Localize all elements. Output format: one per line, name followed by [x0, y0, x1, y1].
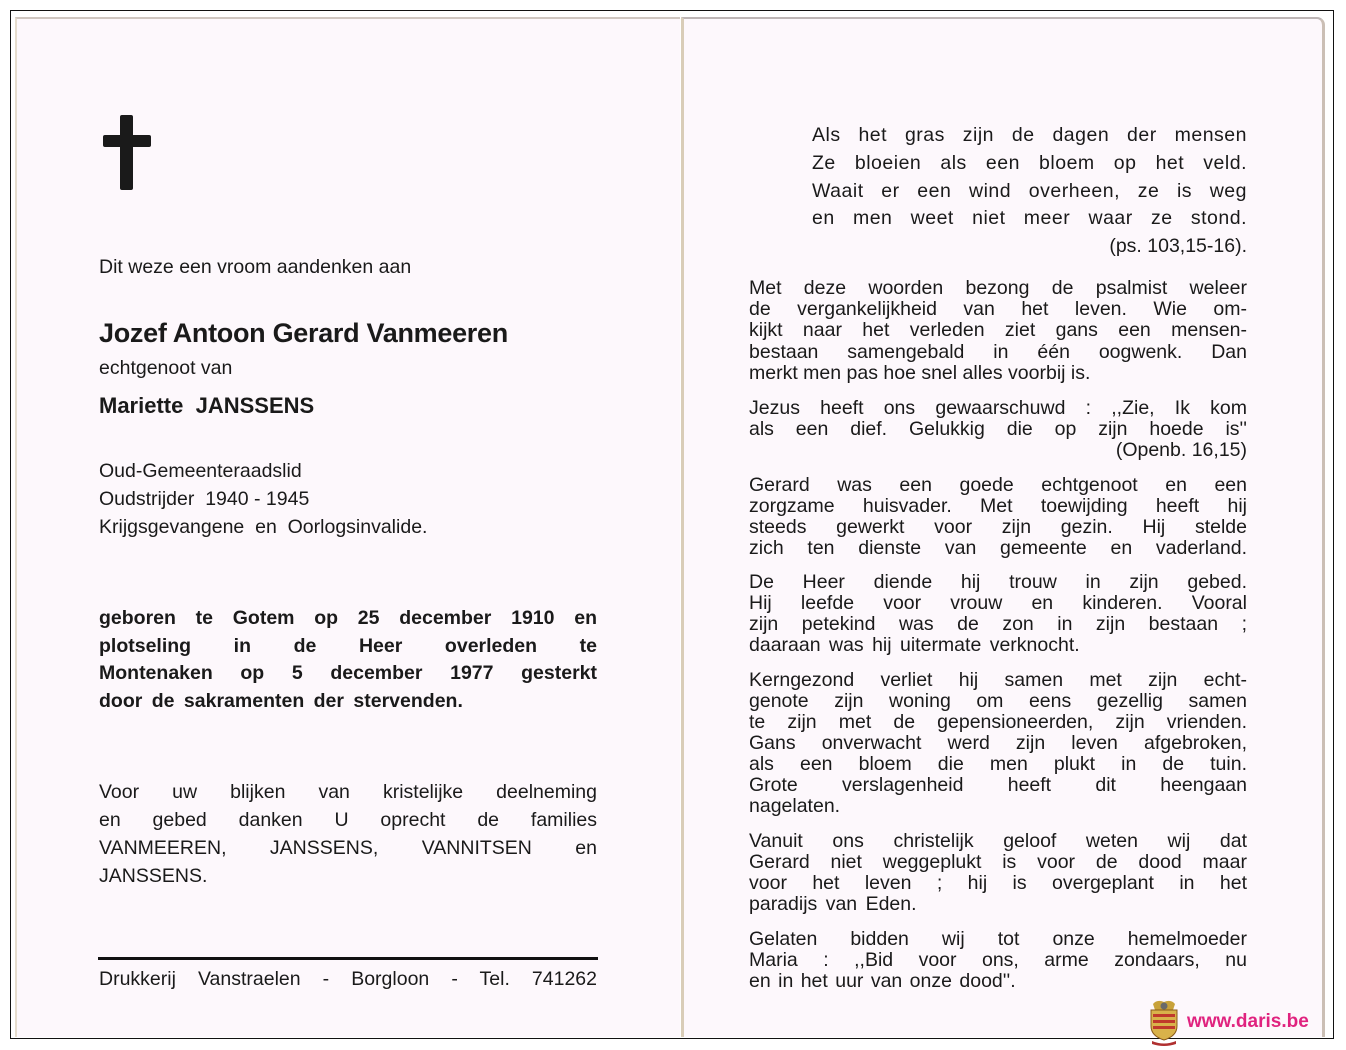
paragraph-line: genote zijn woning om eens gezellig samen — [749, 690, 1247, 712]
thanks-line: VANMEEREN, JANSSENS, VANNITSEN en — [99, 837, 597, 859]
birth-death-line: Montenaken op 5 december 1977 gesterkt — [99, 662, 597, 684]
paragraph-line: als een dief. Gelukkig die op zijn hoede is'' — [749, 418, 1247, 440]
paragraph-line: bestaan samengebald in één oogwenk. Dan — [749, 341, 1247, 363]
paragraph-line: en in het uur van onze dood''. — [749, 970, 1016, 992]
psalm-line: Ze bloeien als een bloem op het veld. — [812, 152, 1247, 174]
paragraph-line: nagelaten. — [749, 795, 841, 817]
thanks-line: Voor uw blijken van kristelijke deelneming — [99, 781, 597, 803]
paragraph-line: Grote verslagenheid heeft dit heengaan — [749, 774, 1247, 796]
paragraph-line: daaraan was hij uitermate verknocht. — [749, 634, 1080, 656]
birth-death-line: geboren te Gotem op 25 december 1910 en — [99, 607, 597, 629]
watermark-link[interactable]: www.daris.be — [1187, 1011, 1309, 1032]
divider-rule — [98, 957, 598, 960]
paragraph-line: Gelaten bidden wij tot onze hemelmoeder — [749, 928, 1247, 950]
paragraph-line: zorgzame huisvader. Met toewijding heeft hij — [749, 495, 1247, 517]
thanks-line: en gebed danken U oprecht de families — [99, 809, 597, 831]
paragraph-line: zich ten dienste van gemeente en vaderland. — [749, 537, 1247, 559]
birth-death-line: door de sakramenten der stervenden. — [99, 690, 463, 712]
spouse-name: Mariette JANSSENS — [99, 393, 315, 418]
paragraph-line: Kerngezond verliet hij samen met zijn echt- — [749, 669, 1247, 691]
title-line: Krijgsgevangene en Oorlogsinvalide. — [99, 516, 428, 538]
title-line: Oudstrijder 1940 - 1945 — [99, 488, 310, 510]
deceased-name: Jozef Antoon Gerard Vanmeeren — [99, 318, 508, 348]
paragraph-line: als een bloem die men plukt in de tuin. — [749, 753, 1247, 775]
paragraph-line: de vergankelijkheid van het leven. Wie om- — [749, 298, 1247, 320]
paragraph-line: Maria : ,,Bid voor ons, arme zondaars, nu — [749, 949, 1247, 971]
paragraph-line: merkt men pas hoe snel alles voorbij is. — [749, 362, 1091, 384]
cross-icon — [103, 115, 151, 190]
paragraph-line: Gerard niet weggeplukt is voor de dood maar — [749, 851, 1247, 873]
psalm-reference: (ps. 103,15-16). — [1109, 235, 1247, 257]
paragraph-line: Gerard was een goede echtgenoot en een — [749, 474, 1247, 496]
paragraph-line: kijkt naar het verleden ziet gans een mensen- — [749, 319, 1247, 341]
paragraph-line: voor het leven ; hij is overgeplant in het — [749, 872, 1247, 894]
birth-death-line: plotseling in de Heer overleden te — [99, 635, 597, 657]
psalm-line: Als het gras zijn de dagen der mensen — [812, 124, 1247, 146]
paragraph-line: De Heer diende hij trouw in zijn gebed. — [749, 571, 1247, 593]
paragraph-line: Met deze woorden bezong de psalmist weleer — [749, 277, 1247, 299]
paragraph-line: te zijn met de gepensioneerden, zijn vrienden. — [749, 711, 1247, 733]
paragraph-line: Jezus heeft ons gewaarschuwd : ,,Zie, Ik kom — [749, 397, 1247, 419]
intro-text: Dit weze een vroom aandenken aan — [99, 256, 412, 278]
paragraph-line: steeds gewerkt voor zijn gezin. Hij stelde — [749, 516, 1247, 538]
psalm-line: Waait er een wind overheen, ze is weg — [812, 180, 1247, 202]
scripture-reference: (Openb. 16,15) — [1115, 439, 1247, 461]
psalm-line: en men weet niet meer waar ze stond. — [812, 207, 1247, 229]
thanks-line: JANSSENS. — [99, 865, 208, 887]
printer-credit: Drukkerij Vanstraelen - Borgloon - Tel. 741262 — [99, 968, 597, 990]
paragraph-line: Hij leefde voor vrouw en kinderen. Vooral — [749, 592, 1247, 614]
paragraph-line: zijn petekind was de zon in zijn bestaan ; — [749, 613, 1247, 635]
paragraph-line: paradijs van Eden. — [749, 893, 917, 915]
coat-of-arms-icon[interactable] — [1147, 998, 1181, 1046]
paragraph-line: Vanuit ons christelijk geloof weten wij dat — [749, 830, 1247, 852]
spouse-label: echtgenoot van — [99, 357, 233, 379]
paragraph-line: Gans onverwacht werd zijn leven afgebroken, — [749, 732, 1247, 754]
title-line: Oud-Gemeenteraadslid — [99, 460, 302, 482]
